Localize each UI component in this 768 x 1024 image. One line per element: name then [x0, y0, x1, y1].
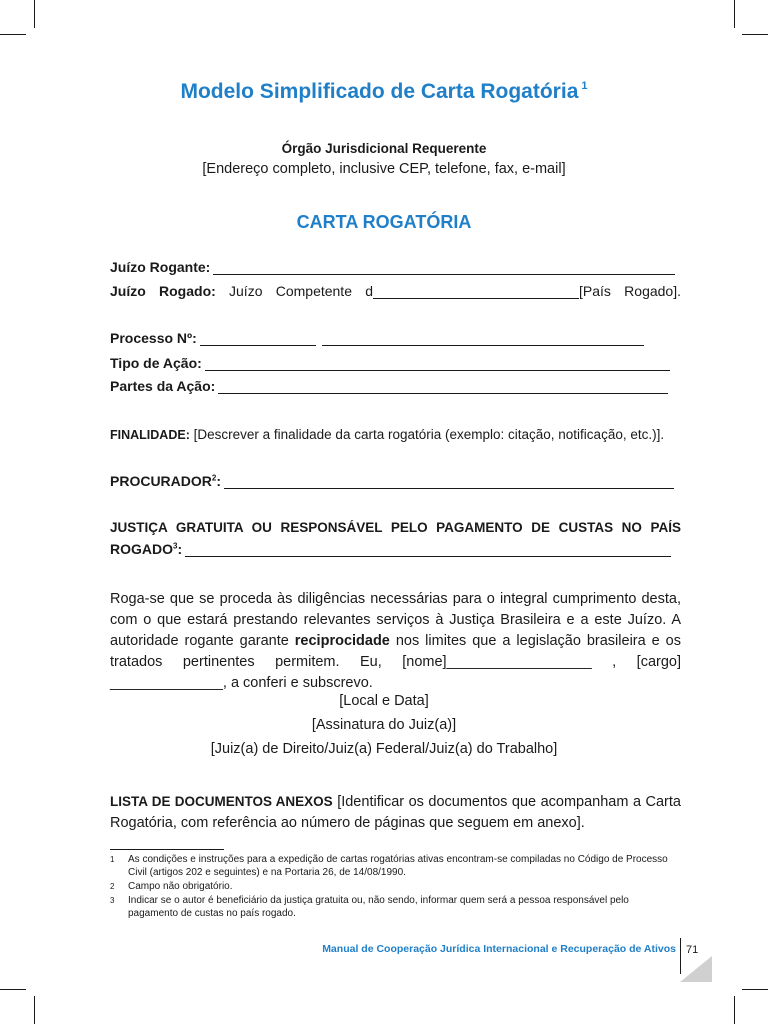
running-header: Manual de Cooperação Jurídica Internacional e Recuperação de Ativos: [322, 943, 676, 955]
footnote-number: 2: [110, 882, 115, 891]
roga-paragraph: [110, 589, 681, 694]
blank-field: [185, 544, 671, 557]
crop-mark: [742, 989, 768, 990]
juizo-rogado-line: [110, 283, 681, 299]
anexos-paragraph: [110, 791, 681, 834]
juizo-rogado-word: Juízo: [229, 283, 263, 299]
juizo-rogado-word: d: [365, 283, 374, 299]
tipo-acao-label: Tipo de Ação:: [110, 355, 202, 371]
procurador-colon: :: [216, 473, 222, 489]
page-title: [0, 80, 768, 104]
partes-acao-line: [110, 378, 681, 394]
footnote-number: 1: [110, 855, 115, 864]
corner-triangle: [680, 956, 712, 982]
crop-mark: [742, 34, 768, 35]
finalidade-line: [110, 427, 681, 442]
local-data: [Local e Data]: [339, 693, 429, 709]
roga-text: nos limites que a legislação brasileira e os tratados pertinentes permitem. Eu, [nome]__________________ , [cargo] ______________, a conferi e subscrevo.: [110, 633, 681, 691]
justica-colon: :: [177, 541, 183, 557]
crop-mark: [0, 34, 26, 35]
footnote-text: Indicar se o autor é beneficiário da justiça gratuita ou, não sendo, informar quem será a pessoa responsável pelo pagamento de custas no país rogado.: [128, 895, 629, 919]
crop-mark: [34, 0, 35, 28]
footnote-number: 3: [110, 896, 115, 905]
carta-rogatoria-heading: CARTA ROGATÓRIA: [296, 212, 472, 232]
blank-field: [224, 476, 674, 489]
anexos-label: LISTA DE DOCUMENTOS ANEXOS: [110, 794, 333, 809]
finalidade-label: FINALIDADE:: [110, 428, 190, 442]
crop-mark: [34, 996, 35, 1024]
footnote-ref: 1: [581, 80, 588, 92]
assinatura: [Assinatura do Juiz(a)]: [311, 717, 457, 733]
anexos-text: [Identificar os documentos que acompanham a Carta Rogatória, com referência ao número de páginas que seguem em anexo].: [110, 794, 681, 831]
footnote-ref: 3: [173, 541, 178, 551]
footnote-text: As condições e instruções para a expedição de cartas rogatórias ativas encontram-se compiladas no Código de Processo Civil (artigos 202 e seguintes) e na Portaria 26, de 14/08/1990.: [128, 854, 668, 878]
footnote-ref: 2: [211, 473, 217, 483]
blank-field: [213, 262, 675, 275]
processo-label: Processo Nº:: [110, 330, 197, 346]
footnote: [110, 894, 681, 920]
blank-field: [200, 333, 316, 346]
blank-field: [218, 381, 668, 394]
tipo-acao-line: [110, 355, 681, 371]
procurador-line: [110, 473, 681, 489]
crop-mark: [734, 0, 735, 28]
blank-field: [205, 358, 670, 371]
processo-line: [110, 330, 681, 346]
blank-field: [322, 333, 644, 346]
finalidade-text: [Descrever a finalidade da carta rogatória (exemplo: citação, notificação, etc.)].: [189, 427, 665, 442]
crop-mark: [0, 989, 26, 990]
roga-text: Roga-se que se proceda às diligências necessárias para o integral cumprimento desta, com o que estará prestando relevantes serviços à Justiça Brasileira e a este Juízo. A autoridade rogante garante: [110, 591, 681, 649]
juizo-rogado-end: [País Rogado].: [579, 283, 681, 299]
procurador-label: PROCURADOR: [110, 473, 212, 489]
crop-mark: [734, 996, 735, 1024]
footnote: [110, 880, 681, 893]
roga-bold: reciprocidade: [294, 633, 390, 649]
cargo-juiz: [Juiz(a) de Direito/Juiz(a) Federal/Juiz(a) do Trabalho]: [210, 741, 558, 757]
juizo-rogado-label: Juízo Rogado:: [110, 283, 216, 299]
footnote: [110, 853, 681, 879]
justica-line2: [110, 541, 681, 557]
blank-field: [373, 286, 579, 299]
juizo-rogado-word: Competente: [275, 283, 352, 299]
endereco-placeholder: [Endereço completo, inclusive CEP, telefone, fax, e-mail]: [202, 161, 566, 177]
partes-acao-label: Partes da Ação:: [110, 378, 216, 394]
footnote-text: Campo não obrigatório.: [128, 881, 233, 892]
justica-line1: JUSTIÇA GRATUITA OU RESPONSÁVEL PELO PAGAMENTO DE CUSTAS NO PAÍS: [110, 520, 681, 535]
juizo-rogante-label: Juízo Rogante:: [110, 259, 211, 275]
page-number: 71: [686, 944, 699, 956]
juizo-rogante-line: [110, 259, 681, 275]
footnote-rule: [110, 849, 224, 850]
page-title-text: Modelo Simplificado de Carta Rogatória: [180, 80, 579, 103]
justica-rogado-label: ROGADO: [110, 541, 173, 557]
orgao-heading: Órgão Jurisdicional Requerente: [281, 141, 487, 156]
